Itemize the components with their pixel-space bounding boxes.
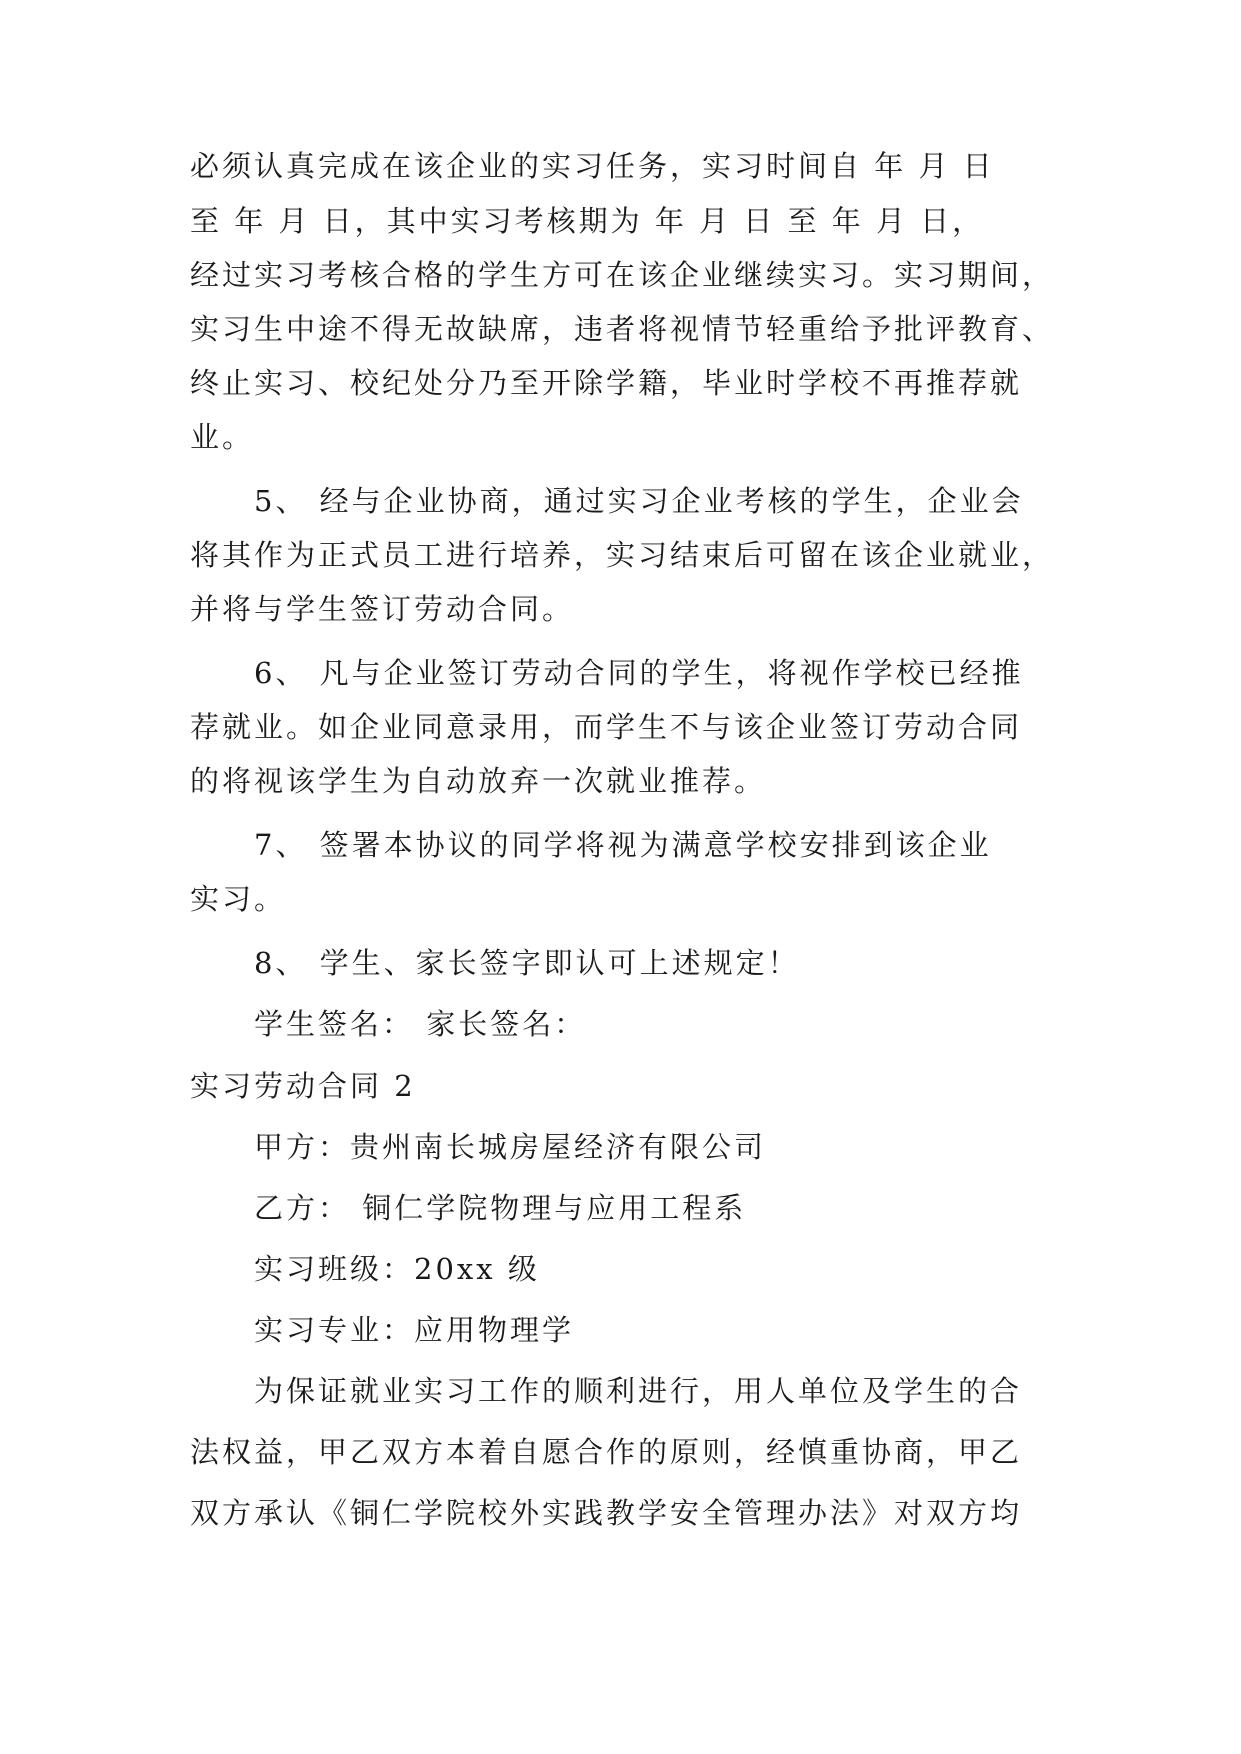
internship-class: 实习班级：20xx 级: [254, 1252, 540, 1286]
paragraph-line: 并将与学生签订劳动合同。: [190, 592, 575, 626]
paragraph-line: 为保证就业实习工作的顺利进行，用人单位及学生的合: [254, 1374, 1023, 1408]
paragraph-line: 将其作为正式员工进行培养，实习结束后可留在该企业就业，: [190, 538, 1055, 572]
list-item-5: 5、 经与企业协商，通过实习企业考核的学生，企业会: [254, 484, 1024, 518]
paragraph-line: 荐就业。如企业同意录用，而学生不与该企业签订劳动合同: [190, 710, 1023, 744]
list-item-7: 7、 签署本协议的同学将视为满意学校安排到该企业: [254, 828, 992, 862]
paragraph-line: 经过实习考核合格的学生方可在该企业继续实习。实习期间，: [190, 258, 1055, 292]
paragraph-line: 法权益，甲乙双方本着自愿合作的原则，经慎重协商，甲乙: [190, 1435, 1023, 1469]
paragraph-line: 实习生中途不得无故缺席，违者将视情节轻重给予批评教育、: [190, 312, 1055, 346]
paragraph-line: 业。: [190, 420, 255, 454]
list-item-8: 8、 学生、家长签字即认可上述规定！: [254, 946, 800, 980]
party-b: 乙方： 铜仁学院物理与应用工程系: [254, 1191, 747, 1225]
signature-line: 学生签名： 家长签名：: [254, 1007, 587, 1041]
internship-major: 实习专业：应用物理学: [254, 1313, 575, 1347]
party-a: 甲方：贵州南长城房屋经济有限公司: [254, 1130, 767, 1164]
paragraph-line: 的将视该学生为自动放弃一次就业推荐。: [190, 764, 767, 798]
section-title: 实习劳动合同 2: [190, 1069, 416, 1103]
list-item-6: 6、 凡与企业签订劳动合同的学生，将视作学校已经推: [254, 656, 1024, 690]
paragraph-line: 必须认真完成在该企业的实习任务，实习时间自 年 月 日: [190, 149, 995, 183]
paragraph-line: 终止实习、校纪处分乃至开除学籍，毕业时学校不再推荐就: [190, 366, 1023, 400]
paragraph-line: 双方承认《铜仁学院校外实践教学安全管理办法》对双方均: [190, 1496, 1023, 1530]
paragraph-line: 至 年 月 日，其中实习考核期为 年 月 日 至 年 月 日，: [190, 204, 985, 238]
paragraph-line: 实习。: [190, 882, 287, 916]
